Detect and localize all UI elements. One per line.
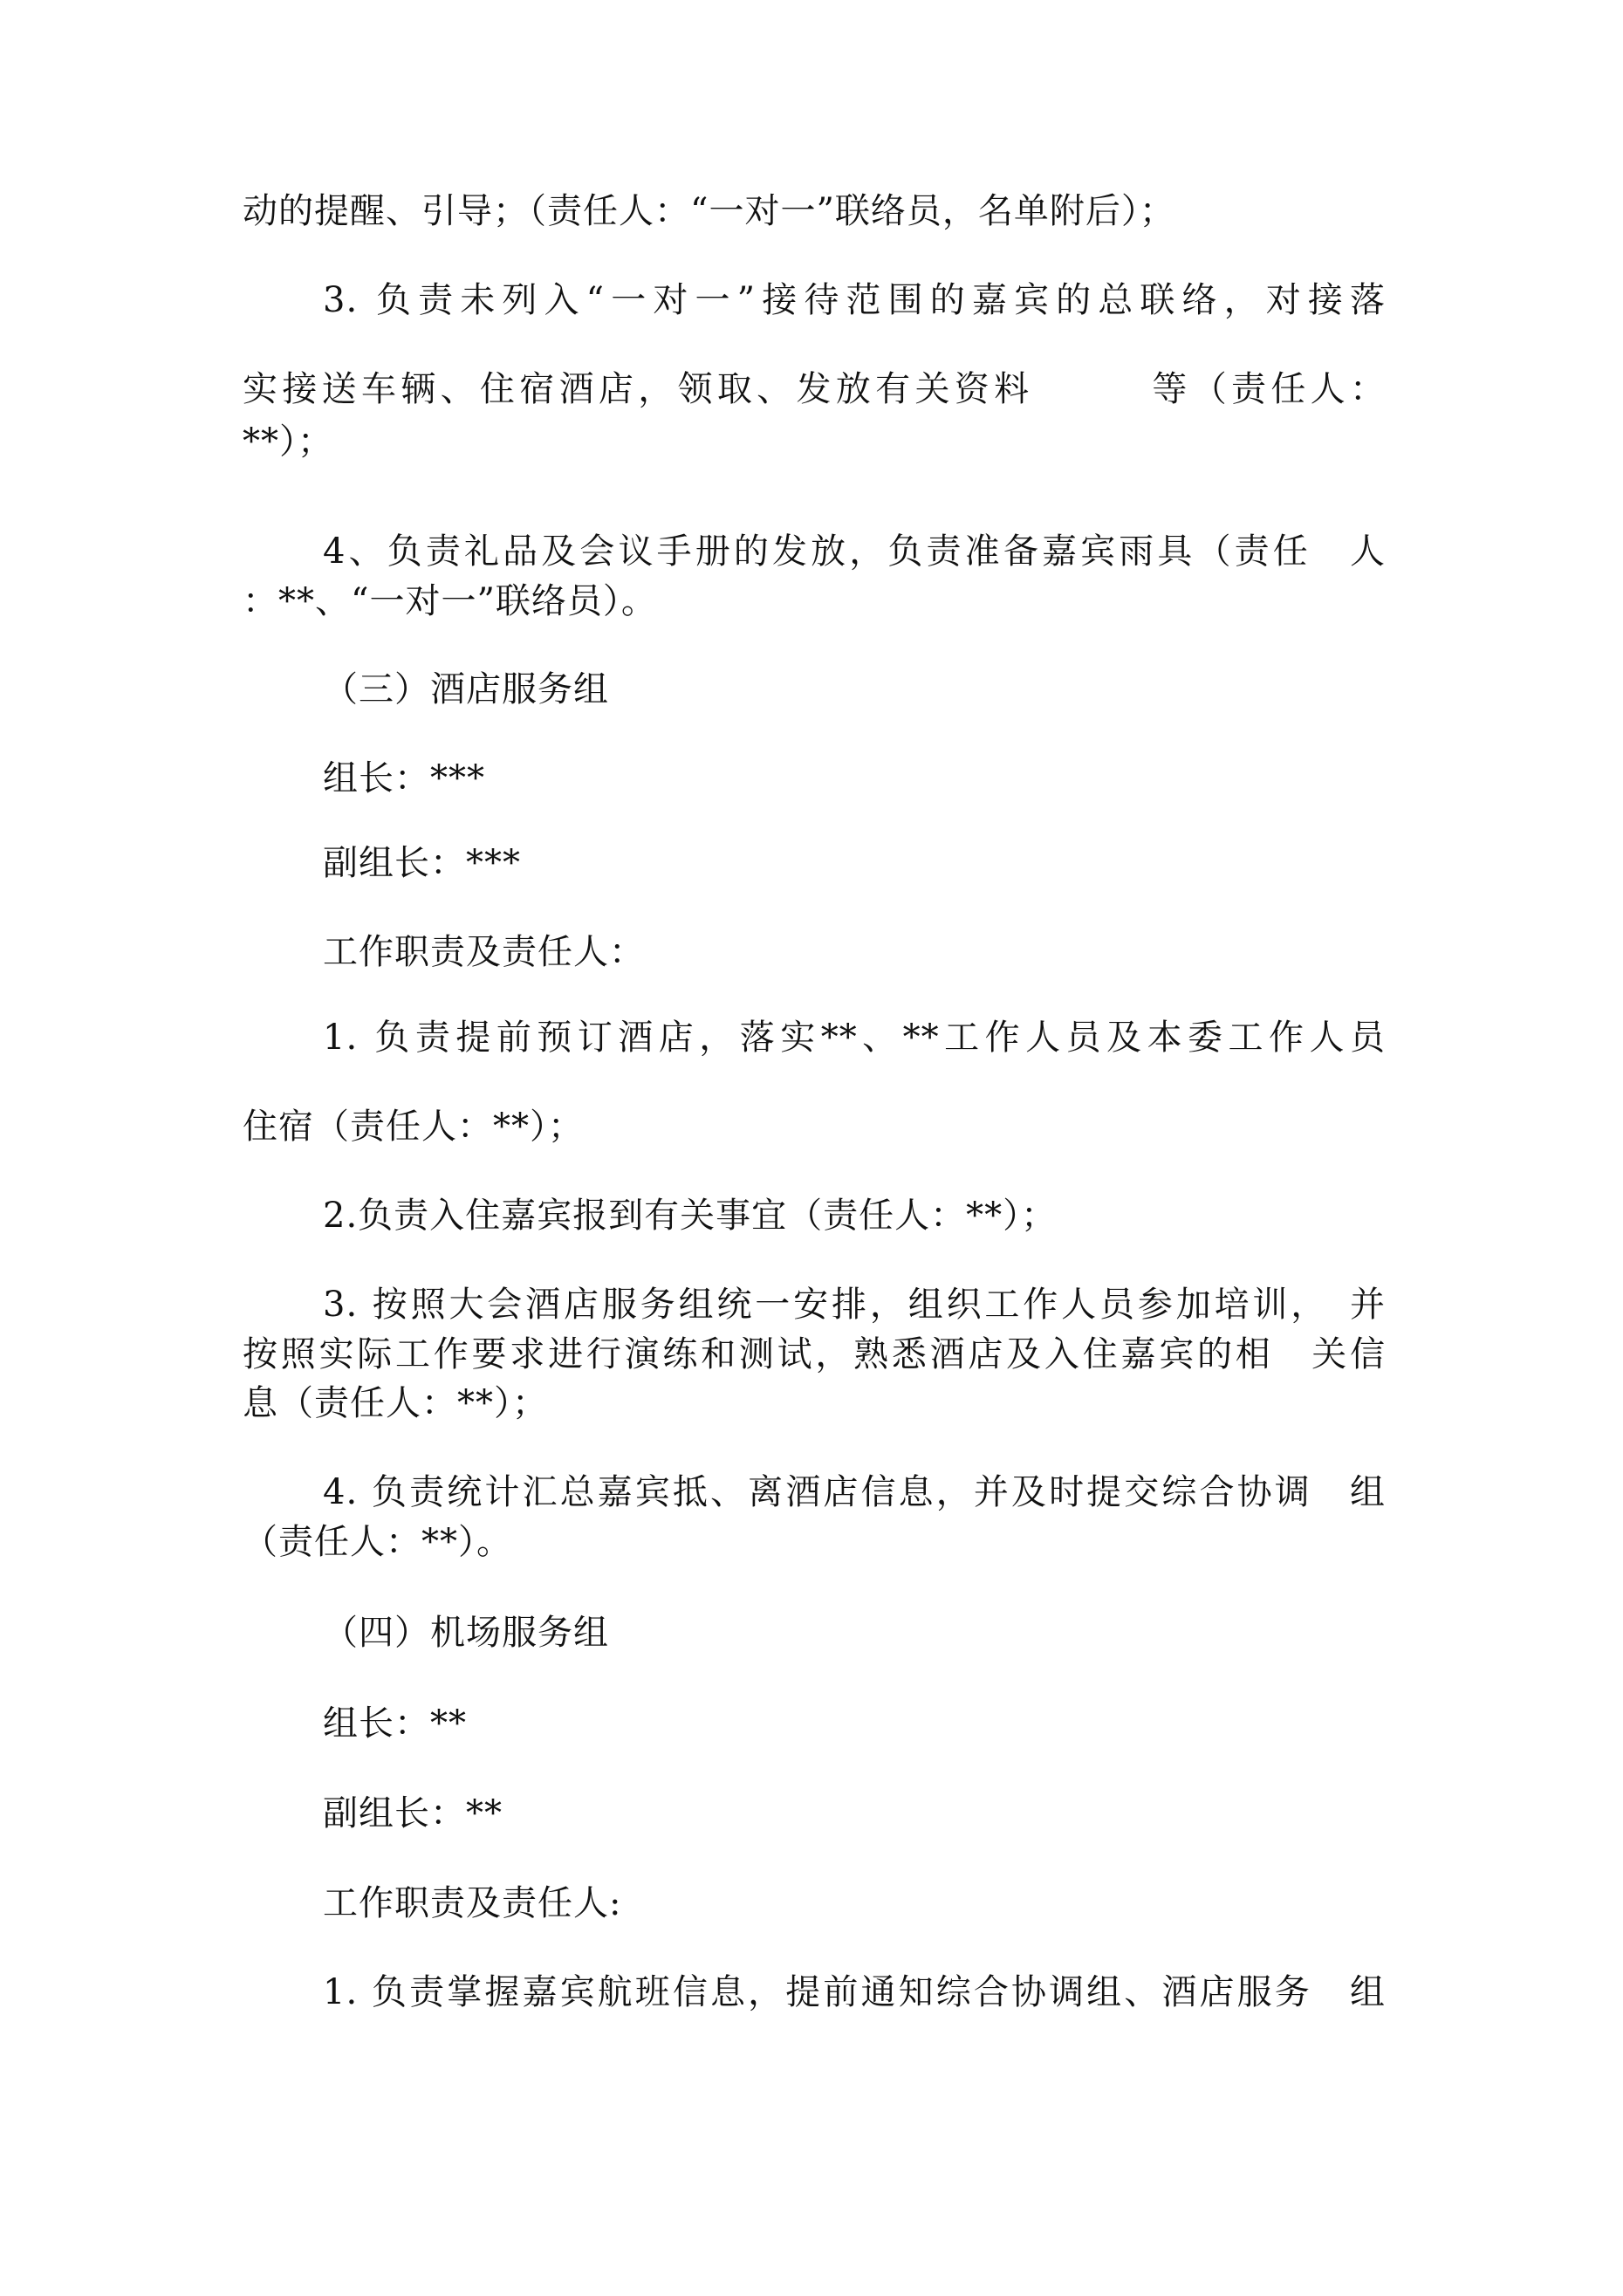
paragraph-line: 实接送车辆、住宿酒店，领取、发放有关资料 等（责任人： [243,369,1386,409]
paragraph-line: （责任人：**）。 [243,1522,512,1562]
deputy-group-leader: 副组长：*** [323,843,521,883]
paragraph-line: 1. 负责掌握嘉宾航班信息，提前通知综合协调组、酒店服务 组 [323,1972,1386,2012]
paragraph-line: **）； [243,422,333,462]
duties-heading: 工作职责及责任人: [323,1883,622,1923]
group-leader: 组长：** [323,1703,467,1744]
paragraph-line: 4. 负责统计汇总嘉宾抵、离酒店信息，并及时提交综合协调 组 [323,1472,1386,1512]
paragraph-line: 息（责任人：**）； [243,1383,548,1423]
paragraph-line: 1. 负责提前预订酒店，落实**、**工作人员及本委工作人员 [323,1018,1386,1058]
paragraph-line: 3. 负责未列入“一对一”接待范围的嘉宾的总联络，对接落 [323,280,1386,320]
section-heading-hotel-service: （三）酒店服务组 [323,669,609,709]
paragraph-line: 2.负责入住嘉宾报到有关事宜（责任人：**）； [323,1196,1058,1236]
paragraph-line: 住宿（责任人：**）； [243,1107,584,1147]
duties-heading: 工作职责及责任人： [323,932,645,972]
paragraph-line: 动的提醒、引导；（责任人：“一对一”联络员，名单附后）； [243,191,1175,231]
group-leader: 组长：*** [323,758,485,798]
section-heading-airport-service: （四）机场服务组 [323,1613,609,1653]
deputy-group-leader: 副组长：** [323,1793,503,1833]
paragraph-line: 按照实际工作要求进行演练和测试，熟悉酒店及入住嘉宾的相 关信 [243,1334,1386,1374]
paragraph-line: 3. 按照大会酒店服务组统一安排，组织工作人员参加培训， 并 [323,1285,1386,1325]
paragraph-line: 4、负责礼品及会议手册的发放，负责准备嘉宾雨具（责任 人 [323,531,1386,572]
paragraph-line: ：**、“一对一”联络员）。 [243,581,657,621]
